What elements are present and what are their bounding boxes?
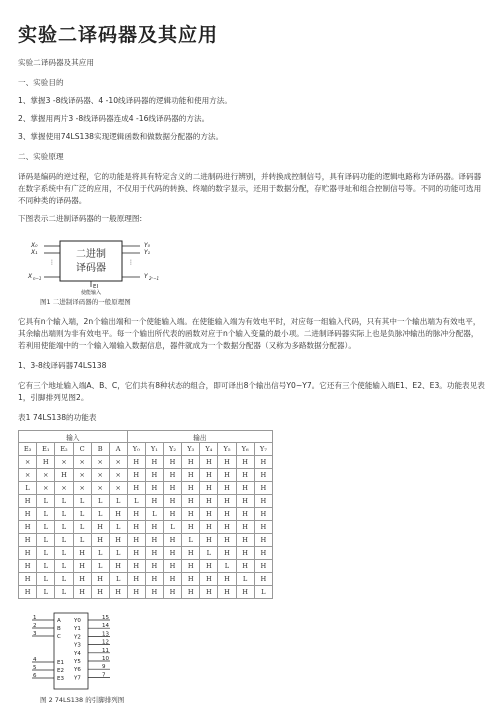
table-cell: H bbox=[19, 534, 37, 547]
table-cell: H bbox=[127, 560, 145, 573]
table-cell: H bbox=[109, 560, 127, 573]
table-cell: H bbox=[145, 456, 163, 469]
table-cell: H bbox=[200, 456, 218, 469]
decoder-diagram-svg bbox=[18, 233, 188, 295]
left-pin-name: A bbox=[57, 618, 61, 624]
column-header: Y₁ bbox=[145, 443, 163, 456]
table-cell: L bbox=[145, 508, 163, 521]
table-cell: H bbox=[182, 469, 200, 482]
column-header: Y₇ bbox=[254, 443, 272, 456]
table-row bbox=[19, 495, 273, 508]
table-cell: H bbox=[254, 534, 272, 547]
table-cell: L bbox=[37, 495, 55, 508]
table-cell: H bbox=[19, 508, 37, 521]
table-cell: H bbox=[19, 495, 37, 508]
table-cell: H bbox=[236, 521, 254, 534]
74ls138-description: 它有三个地址输入端A、B、C，它们共有8种状态的组合，即可译出8个输出信号Y0~Y7。它还有三个使能输入端E1、E2、E3。功能表见表1，引脚排列见图2。 bbox=[18, 381, 485, 402]
table-row bbox=[19, 521, 273, 534]
table-cell: H bbox=[127, 547, 145, 560]
right-pin-number: 11 bbox=[102, 647, 109, 654]
truth-table-group-row bbox=[19, 431, 273, 443]
column-header: Y₄ bbox=[200, 443, 218, 456]
left-pin-number: 5 bbox=[33, 665, 37, 671]
table-cell: L bbox=[37, 547, 55, 560]
table-cell: H bbox=[127, 482, 145, 495]
table-cell: H bbox=[200, 508, 218, 521]
enable-input-label: 使能输入 bbox=[80, 290, 102, 295]
input-dots: ⋮ bbox=[49, 259, 55, 266]
column-header: B bbox=[91, 443, 109, 456]
table-cell: H bbox=[200, 560, 218, 573]
table-cell: H bbox=[236, 495, 254, 508]
group-input-header: 输入 bbox=[19, 431, 128, 443]
decoder-box-label-1: 二进制 bbox=[76, 249, 106, 260]
subtitle: 实验二译码器及其应用 bbox=[18, 58, 94, 67]
table-cell: H bbox=[73, 573, 91, 586]
column-header: Y₆ bbox=[236, 443, 254, 456]
table-cell: H bbox=[109, 534, 127, 547]
table-cell: × bbox=[73, 482, 91, 495]
right-pin-number: 10 bbox=[102, 656, 109, 662]
table-cell: H bbox=[145, 560, 163, 573]
table-cell: H bbox=[236, 586, 254, 599]
section2-heading: 二、实验原理 bbox=[18, 152, 64, 161]
table-cell: H bbox=[163, 482, 181, 495]
table-cell: H bbox=[182, 586, 200, 599]
objective-2: 2、掌握用两片3 -8线译码器连成4 -16线译码器的方法。 bbox=[18, 114, 210, 123]
table-cell: L bbox=[200, 547, 218, 560]
table-row bbox=[19, 573, 273, 586]
table-cell: H bbox=[91, 573, 109, 586]
table-cell: L bbox=[163, 521, 181, 534]
column-header: Y₅ bbox=[218, 443, 236, 456]
table-row bbox=[19, 560, 273, 573]
left-pin-number: 2 bbox=[33, 623, 37, 629]
table-cell: H bbox=[200, 469, 218, 482]
table-cell: H bbox=[163, 534, 181, 547]
table-row bbox=[19, 508, 273, 521]
table-cell: H bbox=[127, 456, 145, 469]
column-header: Y₃ bbox=[182, 443, 200, 456]
table-cell: H bbox=[200, 534, 218, 547]
output-y0-label: Y₀ bbox=[144, 242, 151, 249]
table-cell: H bbox=[254, 508, 272, 521]
table-cell: L bbox=[37, 508, 55, 521]
right-pin-name: Y3 bbox=[74, 642, 81, 649]
table-cell: L bbox=[127, 495, 145, 508]
table-cell: × bbox=[109, 469, 127, 482]
table-cell: H bbox=[19, 560, 37, 573]
table-cell: H bbox=[163, 573, 181, 586]
left-pin-name: B bbox=[57, 626, 61, 632]
table-cell: H bbox=[163, 586, 181, 599]
table-row bbox=[19, 586, 273, 599]
table-cell: H bbox=[182, 547, 200, 560]
table-cell: L bbox=[73, 521, 91, 534]
table-cell: × bbox=[55, 482, 73, 495]
figure-intro: 下图表示二进制译码器的一般原理图: bbox=[18, 214, 143, 223]
table-cell: H bbox=[127, 508, 145, 521]
pinout-diagram bbox=[18, 611, 128, 691]
column-header: A bbox=[109, 443, 127, 456]
right-pin-name: Y2 bbox=[74, 634, 81, 641]
enable-pin-label: EI bbox=[93, 284, 99, 290]
left-pin-name: E2 bbox=[57, 668, 64, 674]
input-xn-label: X bbox=[28, 273, 33, 280]
truth-table-header-row bbox=[19, 443, 273, 456]
right-pin-name: Y7 bbox=[74, 675, 81, 682]
table-cell: H bbox=[163, 508, 181, 521]
table-cell: H bbox=[254, 482, 272, 495]
table-cell: H bbox=[218, 521, 236, 534]
output-dots: ⋮ bbox=[128, 259, 134, 266]
table-cell: L bbox=[91, 495, 109, 508]
table-cell: H bbox=[182, 495, 200, 508]
table-cell: × bbox=[37, 469, 55, 482]
table-cell: H bbox=[127, 534, 145, 547]
table-cell: L bbox=[37, 586, 55, 599]
table-cell: H bbox=[127, 521, 145, 534]
table-cell: H bbox=[200, 586, 218, 599]
right-pin-name: Y1 bbox=[74, 626, 81, 633]
table-cell: H bbox=[55, 469, 73, 482]
left-pin-number: 3 bbox=[33, 631, 37, 637]
table-cell: × bbox=[37, 482, 55, 495]
table-cell: H bbox=[145, 521, 163, 534]
table-cell: H bbox=[254, 547, 272, 560]
table-cell: H bbox=[236, 469, 254, 482]
right-pin-number: 9 bbox=[102, 664, 106, 671]
left-pin-name: E1 bbox=[57, 660, 64, 666]
table-cell: H bbox=[236, 560, 254, 573]
left-pin-number: 6 bbox=[33, 673, 37, 679]
table-cell: × bbox=[19, 456, 37, 469]
truth-table bbox=[18, 430, 273, 599]
column-header: E₃ bbox=[19, 443, 37, 456]
table-cell: L bbox=[218, 560, 236, 573]
table-cell: H bbox=[182, 573, 200, 586]
table-row bbox=[19, 547, 273, 560]
page-title: 实验二译码器及其应用 bbox=[18, 24, 219, 46]
table-cell: H bbox=[254, 469, 272, 482]
table-cell: H bbox=[127, 586, 145, 599]
objective-1: 1、掌握3 -8线译码器、4 -10线译码器的逻辑功能和使用方法。 bbox=[18, 96, 232, 105]
right-pin-number: 15 bbox=[102, 615, 109, 621]
table-cell: H bbox=[145, 495, 163, 508]
table-cell: H bbox=[145, 573, 163, 586]
table-cell: L bbox=[91, 508, 109, 521]
figure2-caption: 图 2 74LS138 的引脚排列图 bbox=[40, 696, 125, 704]
table-cell: L bbox=[55, 547, 73, 560]
table-cell: H bbox=[109, 586, 127, 599]
table-cell: H bbox=[182, 456, 200, 469]
table-cell: H bbox=[218, 482, 236, 495]
left-pin-name: C bbox=[57, 634, 61, 640]
right-pin-name: Y0 bbox=[74, 618, 81, 624]
decoder-box-label-2: 译码器 bbox=[76, 263, 106, 274]
table-cell: H bbox=[200, 521, 218, 534]
table-cell: H bbox=[200, 495, 218, 508]
column-header: Y₀ bbox=[127, 443, 145, 456]
table-cell: H bbox=[254, 560, 272, 573]
table-cell: L bbox=[109, 495, 127, 508]
table-cell: H bbox=[200, 482, 218, 495]
table-cell: L bbox=[109, 573, 127, 586]
table-cell: H bbox=[236, 508, 254, 521]
subsection-74ls138-heading: 1、3-8线译码器74LS138 bbox=[18, 361, 107, 370]
table-row bbox=[19, 534, 273, 547]
table-cell: × bbox=[55, 456, 73, 469]
table-cell: H bbox=[127, 573, 145, 586]
table-cell: H bbox=[91, 586, 109, 599]
right-pin-name: Y6 bbox=[74, 667, 81, 674]
table-cell: H bbox=[19, 521, 37, 534]
table-cell: L bbox=[55, 521, 73, 534]
output-yn-label: Y bbox=[144, 273, 148, 280]
section1-heading: 一、实验目的 bbox=[18, 78, 64, 87]
table-cell: H bbox=[254, 521, 272, 534]
table-cell: L bbox=[73, 508, 91, 521]
table-cell: H bbox=[218, 469, 236, 482]
table-cell: L bbox=[37, 560, 55, 573]
table-row bbox=[19, 469, 273, 482]
table-cell: H bbox=[163, 456, 181, 469]
table-row bbox=[19, 482, 273, 495]
table-cell: H bbox=[218, 547, 236, 560]
table-cell: × bbox=[91, 456, 109, 469]
table-cell: H bbox=[73, 547, 91, 560]
table-cell: H bbox=[236, 534, 254, 547]
table-cell: L bbox=[236, 573, 254, 586]
table-cell: L bbox=[19, 482, 37, 495]
table-cell: L bbox=[91, 547, 109, 560]
table-cell: H bbox=[254, 456, 272, 469]
input-xn-subscript: n−1 bbox=[33, 276, 42, 281]
table-cell: H bbox=[236, 547, 254, 560]
table-cell: H bbox=[91, 534, 109, 547]
table-cell: L bbox=[55, 573, 73, 586]
table-cell: L bbox=[55, 586, 73, 599]
table-cell: H bbox=[163, 495, 181, 508]
input-x1-label: X₁ bbox=[31, 249, 38, 256]
table-cell: H bbox=[218, 495, 236, 508]
table-cell: × bbox=[91, 482, 109, 495]
column-header: E₂ bbox=[55, 443, 73, 456]
table-cell: H bbox=[19, 573, 37, 586]
right-pin-number: 7 bbox=[102, 672, 106, 679]
principle-paragraph: 译码是编码的逆过程，它的功能是将具有特定含义的二进制码进行辨别，并转换成控制信号，具有译码功能的逻辑电路称为译码器。译码器在数字系统中有广泛的应用，不仅用于代码的转换、终端的数字显示，还用于数据分配，存贮器寻址和组合控制信号等。不同的功能可选用不同种类的译码器。 bbox=[18, 172, 482, 205]
table-cell: L bbox=[37, 521, 55, 534]
table-cell: × bbox=[73, 456, 91, 469]
table-cell: L bbox=[55, 508, 73, 521]
column-header: E₁ bbox=[37, 443, 55, 456]
decoder-description: 它具有n个输入端，2n个输出端和一个使能输入端。在使能输入端为有效电平时，对应每一组输入代码，只有其中一个输出端为有效电平，其余输出端则为非有效电平。每一个输出所代表的函数对应于n个输入变量的最小项。二进制译码器实际上也是负脉冲输出的脉冲分配器，若利用使能端中的一个输入端输入数据信息，器件就成为一个数据分配器（又称为多路数据分配器）。 bbox=[18, 317, 481, 350]
table-cell: H bbox=[218, 456, 236, 469]
table-cell: H bbox=[200, 573, 218, 586]
table-cell: H bbox=[236, 456, 254, 469]
table-cell: H bbox=[254, 573, 272, 586]
table-cell: H bbox=[73, 560, 91, 573]
table-cell: H bbox=[19, 547, 37, 560]
table-cell: H bbox=[145, 534, 163, 547]
table-cell: × bbox=[109, 482, 127, 495]
table-cell: H bbox=[182, 508, 200, 521]
table-cell: H bbox=[145, 482, 163, 495]
table-cell: H bbox=[19, 586, 37, 599]
output-yn-subscript: 2ⁿ−1 bbox=[149, 276, 160, 281]
column-header: Y₂ bbox=[163, 443, 181, 456]
table-cell: H bbox=[145, 586, 163, 599]
table-cell: L bbox=[55, 534, 73, 547]
table1-caption: 表1 74LS138的功能表 bbox=[18, 413, 97, 422]
output-y1-label: Y₁ bbox=[144, 249, 151, 256]
table-cell: L bbox=[55, 560, 73, 573]
table-cell: × bbox=[91, 469, 109, 482]
table-cell: L bbox=[37, 573, 55, 586]
pinout-svg bbox=[18, 611, 128, 691]
table-cell: L bbox=[254, 586, 272, 599]
table-cell: L bbox=[109, 547, 127, 560]
figure1-caption: 图1 二进制译码器的一般原理图 bbox=[40, 298, 131, 306]
left-pin-number: 4 bbox=[33, 657, 37, 663]
table-cell: H bbox=[182, 521, 200, 534]
table-cell: H bbox=[37, 456, 55, 469]
table-cell: L bbox=[109, 521, 127, 534]
table-cell: H bbox=[218, 586, 236, 599]
left-pin-number: 1 bbox=[33, 615, 37, 621]
table-cell: H bbox=[218, 534, 236, 547]
table-cell: L bbox=[37, 534, 55, 547]
right-pin-number: 12 bbox=[102, 639, 109, 646]
table-cell: H bbox=[254, 495, 272, 508]
table-cell: L bbox=[182, 534, 200, 547]
table-cell: H bbox=[145, 547, 163, 560]
table-cell: H bbox=[236, 482, 254, 495]
table-cell: H bbox=[145, 469, 163, 482]
table-cell: H bbox=[163, 469, 181, 482]
table-cell: × bbox=[73, 469, 91, 482]
table-cell: H bbox=[218, 573, 236, 586]
right-pin-name: Y5 bbox=[74, 659, 81, 665]
table-cell: H bbox=[73, 586, 91, 599]
right-pin-number: 13 bbox=[102, 631, 109, 638]
table-cell: H bbox=[127, 469, 145, 482]
column-header: C bbox=[73, 443, 91, 456]
left-pin-name: E3 bbox=[57, 676, 64, 682]
table-cell: H bbox=[218, 508, 236, 521]
decoder-box bbox=[60, 241, 122, 281]
table-cell: H bbox=[182, 482, 200, 495]
table-cell: H bbox=[163, 560, 181, 573]
table-cell: H bbox=[182, 560, 200, 573]
input-x0-label: X₀ bbox=[31, 242, 38, 249]
right-pin-name: Y4 bbox=[74, 650, 81, 657]
table-cell: L bbox=[73, 495, 91, 508]
table-cell: × bbox=[109, 456, 127, 469]
table-cell: × bbox=[19, 469, 37, 482]
table-cell: H bbox=[109, 508, 127, 521]
right-pin-number: 14 bbox=[102, 623, 109, 630]
table-cell: L bbox=[73, 534, 91, 547]
table-cell: H bbox=[163, 547, 181, 560]
table-cell: H bbox=[91, 521, 109, 534]
objective-3: 3、掌握使用74LS138实现逻辑函数和做数据分配器的方法。 bbox=[18, 132, 224, 141]
table-row bbox=[19, 456, 273, 469]
decoder-diagram bbox=[18, 233, 188, 295]
table-cell: L bbox=[55, 495, 73, 508]
table-cell: L bbox=[91, 560, 109, 573]
group-output-header: 输出 bbox=[127, 431, 272, 443]
